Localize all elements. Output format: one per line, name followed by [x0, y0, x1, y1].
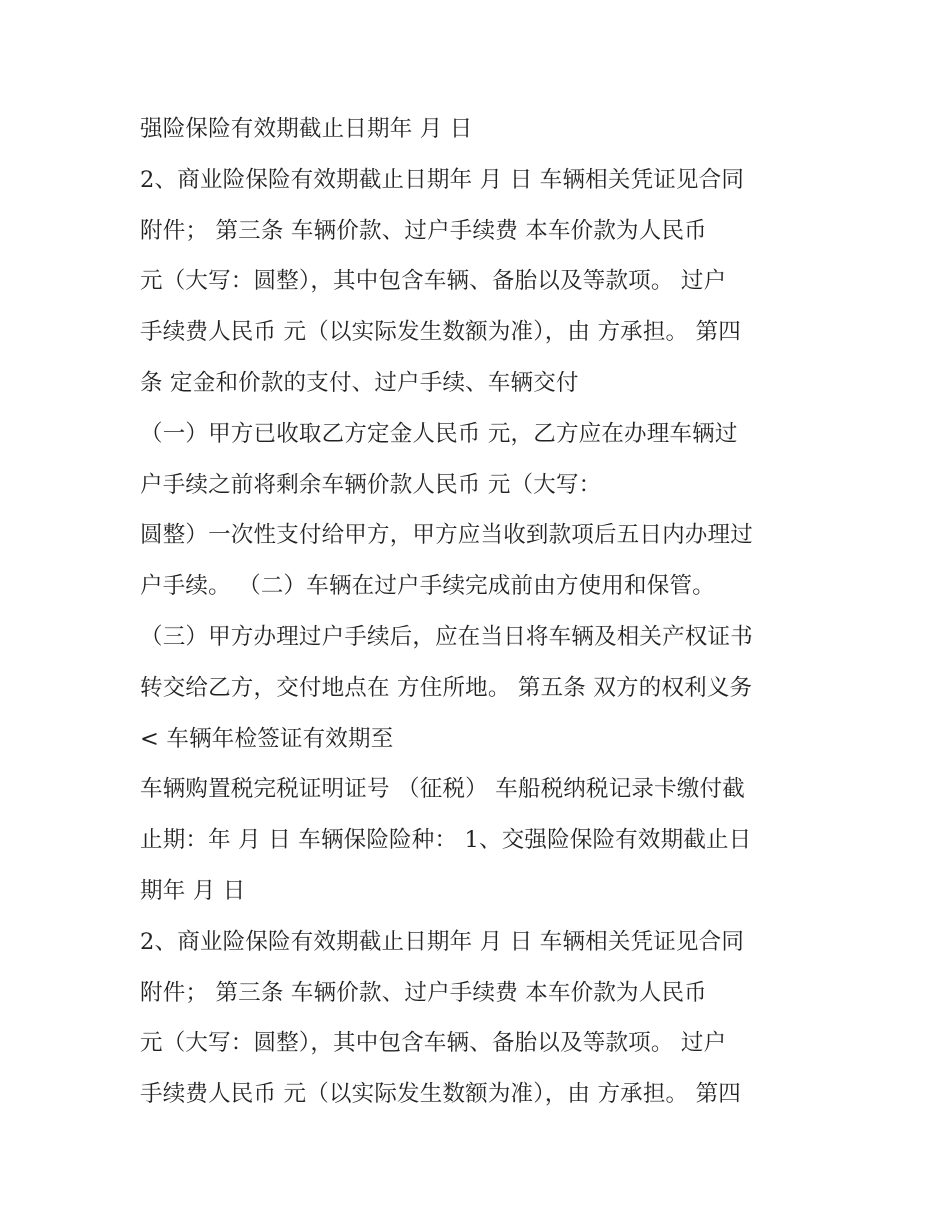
text-line: 元（大写：圆整），其中包含车辆、备胎以及等款项。 过户	[140, 1030, 727, 1057]
text-line: 止期：年 月 日 车辆保险险种： 1、交强险保险有效期截止日	[140, 827, 752, 854]
text-line: （一）甲方已收取乙方定金人民币 元，乙方应在办理车辆过	[140, 420, 738, 447]
text-line: 转交给乙方，交付地点在 方住所地。 第五条 双方的权利义务	[140, 674, 753, 701]
text-line: 2、商业险保险有效期截止日期年 月 日 车辆相关凭证见合同	[140, 928, 745, 955]
text-line: 户手续。 （二）车辆在过户手续完成前由方使用和保管。	[140, 573, 715, 600]
text-line: 2、商业险保险有效期截止日期年 月 日 车辆相关凭证见合同	[140, 166, 745, 193]
text-line: 手续费人民币 元（以实际发生数额为准），由 方承担。 第四	[140, 1081, 742, 1108]
text-line: 户手续之前将剩余车辆价款人民币 元（大写：	[140, 471, 602, 498]
text-line: 条 定金和价款的支付、过户手续、车辆交付	[140, 369, 579, 396]
text-line: 强险保险有效期截止日期年 月 日	[140, 116, 473, 142]
text-line: 手续费人民币 元（以实际发生数额为准），由 方承担。 第四	[140, 319, 742, 346]
text-line: 期年 月 日	[140, 877, 246, 904]
text-line: 附件； 第三条 车辆价款、过户手续费 本车价款为人民币	[140, 217, 707, 244]
text-line: 元（大写：圆整），其中包含车辆、备胎以及等款项。 过户	[140, 268, 727, 295]
document-body	[140, 109, 830, 1125]
text-line: < 车辆年检签证有效期至	[140, 725, 394, 752]
text-line: 圆整）一次性支付给甲方，甲方应当收到款项后五日内办理过	[140, 522, 753, 549]
text-line: （三）甲方办理过户手续后，应在当日将车辆及相关产权证书	[140, 623, 753, 650]
text-line: 车辆购置税完税证明证号 （征税） 车船税纳税记录卡缴付截	[140, 776, 745, 803]
text-line: 附件； 第三条 车辆价款、过户手续费 本车价款为人民币	[140, 979, 707, 1006]
